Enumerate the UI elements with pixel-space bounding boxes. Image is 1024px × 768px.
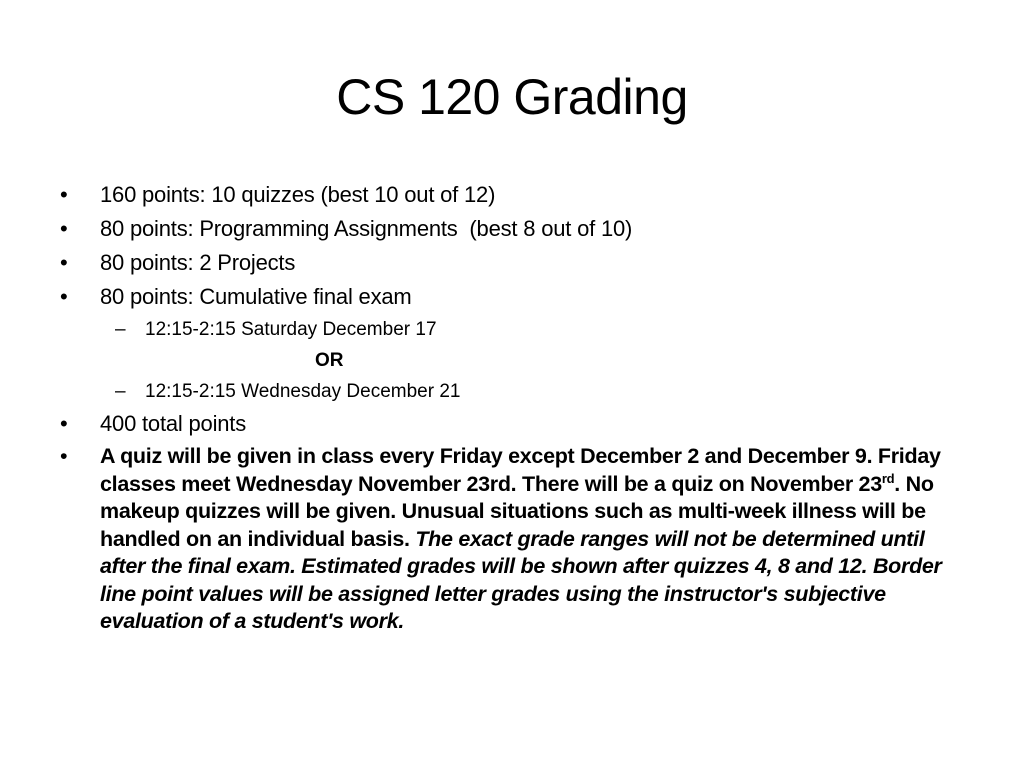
bullet-item-assignments bbox=[60, 212, 960, 246]
or-separator: OR bbox=[315, 350, 344, 371]
bullet-text: 80 points: 2 Projects bbox=[100, 250, 296, 275]
policy-text-part2: . No makeup quizzes will be given. Unusual situations such as multi-week illness will be handled on an individual basis. bbox=[100, 471, 934, 551]
bullet-text: 400 total points bbox=[100, 411, 247, 436]
bullet-item-total bbox=[60, 407, 960, 441]
policy-italic-text: The exact grade ranges will not be determined until after the final exam. Estimated grades will be shown after quizzes 4, 8 and 12. Border line point values will be assigned letter grades using the instructor's subjective evaluation of a student's work. bbox=[100, 526, 942, 633]
policy-text-part1: A quiz will be given in class every Friday except December 2 and December 9. Friday classes meet Wednesday November 23rd. There will be a quiz on November 23 bbox=[100, 444, 941, 496]
bullet-text: 80 points: Cumulative final exam bbox=[100, 284, 412, 309]
policy-superscript: rd bbox=[881, 470, 895, 486]
sub-item-text: 12:15-2:15 Wednesday December 21 bbox=[145, 381, 461, 402]
bullet-list bbox=[60, 178, 960, 636]
bullet-icon: • bbox=[60, 284, 68, 309]
bullet-icon: • bbox=[60, 444, 68, 468]
policy-text bbox=[100, 444, 942, 633]
bullet-icon: • bbox=[60, 411, 68, 436]
bullet-item-projects bbox=[60, 246, 960, 280]
dash-icon: – bbox=[115, 319, 126, 340]
dash-icon: – bbox=[115, 381, 126, 402]
bullet-item-quizzes bbox=[60, 178, 960, 212]
bullet-item-quiz-policy bbox=[60, 441, 960, 636]
slide-title: CS 120 Grading bbox=[336, 69, 688, 125]
bullet-icon: • bbox=[60, 250, 68, 275]
bullet-text: 80 points: Programming Assignments (best 8 out of 10) bbox=[100, 216, 633, 241]
bullet-icon: • bbox=[60, 216, 68, 241]
sub-item-exam-saturday bbox=[60, 314, 960, 345]
sub-item-exam-wednesday bbox=[60, 376, 960, 407]
bullet-text: 160 points: 10 quizzes (best 10 out of 12) bbox=[100, 182, 496, 207]
bullet-icon: • bbox=[60, 182, 68, 207]
bullet-item-final-exam bbox=[60, 280, 960, 314]
sub-item-text: 12:15-2:15 Saturday December 17 bbox=[145, 319, 437, 340]
